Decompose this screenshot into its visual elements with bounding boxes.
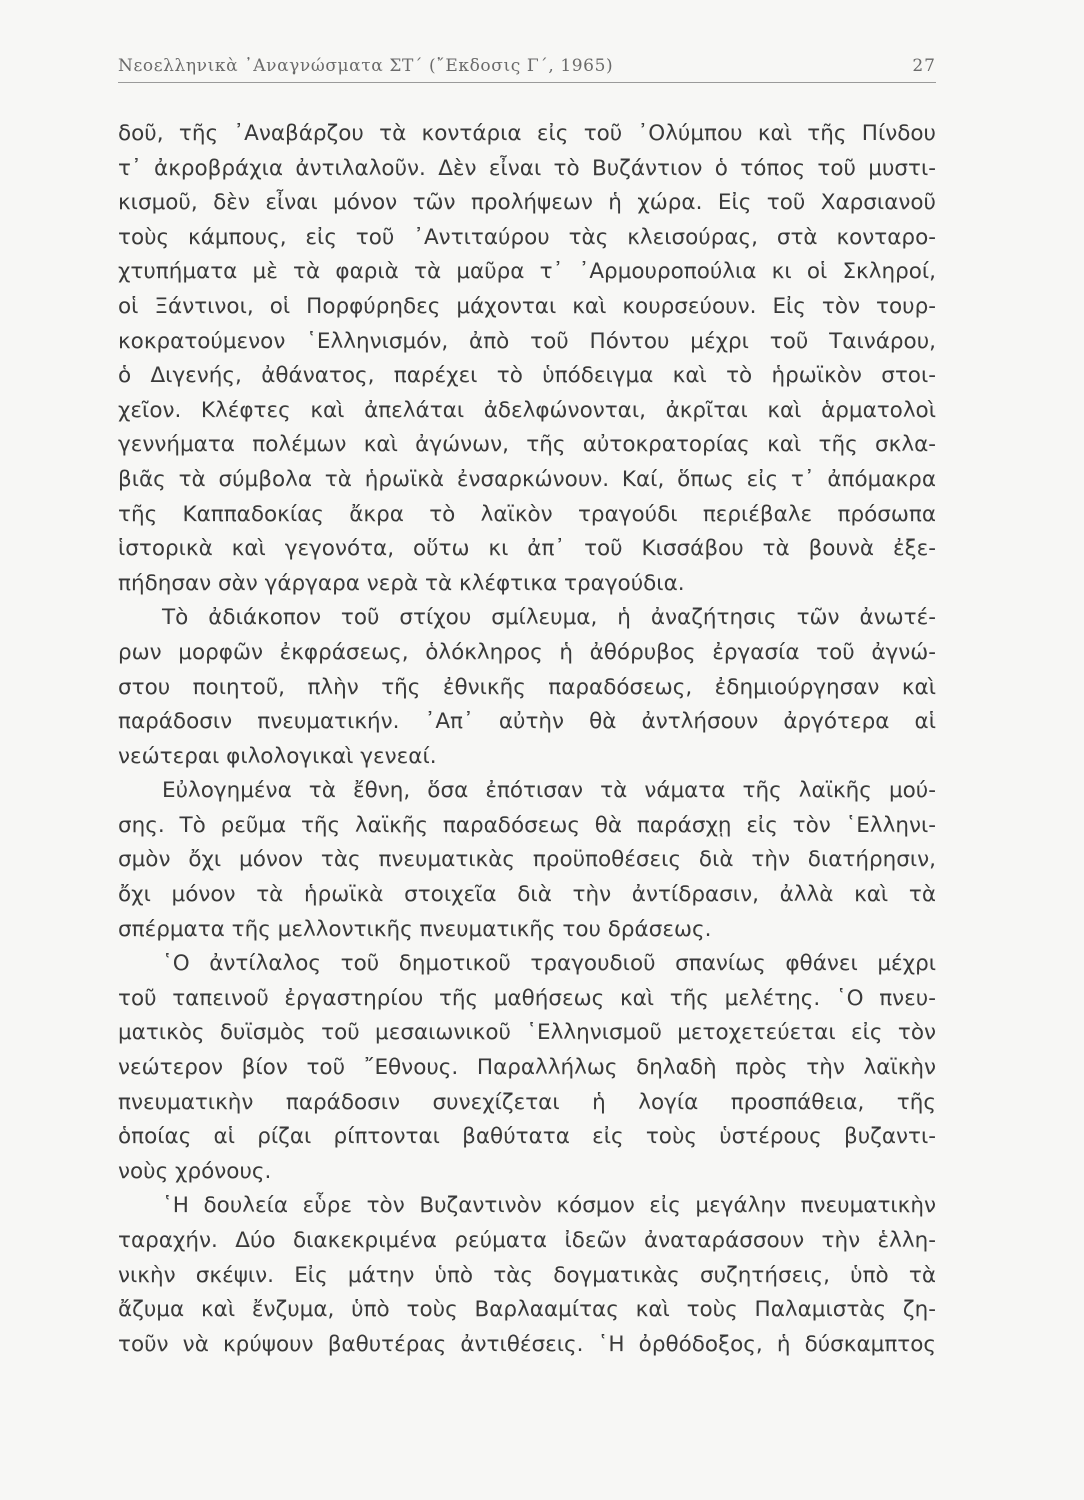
text-line: τοῦν νὰ κρύψουν βαθυτέρας ἀντιθέσεις. ῾Η ὀρθόδοξος, ἡ δύσκαμπτος (118, 1331, 936, 1357)
paragraph (118, 601, 936, 774)
text-line: Εὐλογημένα τὰ ἔθνη, ὅσα ἐπότισαν τὰ νάματα τῆς λαϊκῆς μού- (162, 778, 936, 804)
text-line: στου ποιητοῦ, πλὴν τῆς ἐθνικῆς παραδόσεως, ἐδημιούργησαν καὶ (118, 674, 936, 700)
text-line: ματικὸς δυϊσμὸς τοῦ μεσαιωνικοῦ ῾Ελληνισμοῦ μετοχετεύεται εἰς τὸν (118, 1020, 936, 1046)
text-line: γεννήματα πολέμων καὶ ἀγώνων, τῆς αὐτοκρατορίας καὶ τῆς σκλα- (118, 432, 936, 458)
paragraph (118, 1189, 936, 1362)
text-line: πνευματικὴν παράδοσιν συνεχίζεται ἡ λογία προσπάθεια, τῆς (118, 1089, 936, 1115)
running-title: Νεοελληνικὰ ᾿Αναγνώσματα ΣΤ΄ (῎Εκδοσις Γ΄, 1965) (118, 56, 614, 76)
text-line: ρων μορφῶν ἐκφράσεως, ὁλόκληρος ἡ ἀθόρυβος ἐργασία τοῦ ἀγνώ- (118, 639, 936, 665)
text-line: ὁποίας αἱ ρίζαι ρίπτονται βαθύτατα εἰς τοὺς ὑστέρους βυζαντι- (118, 1124, 936, 1150)
text-line: ὄχι μόνον τὰ ἡρωϊκὰ στοιχεῖα διὰ τὴν ἀντίδρασιν, ἀλλὰ καὶ τὰ (118, 882, 936, 908)
text-line: χεῖον. Κλέφτες καὶ ἀπελάται ἀδελφώνονται, ἀκρῖται καὶ ἁρματολοὶ (118, 397, 936, 423)
text-line: παράδοσιν πνευματικήν. ᾿Απ᾿ αὐτὴν θὰ ἀντλήσουν ἀργότερα αἱ (118, 709, 936, 735)
text-line: Τὸ ἀδιάκοπον τοῦ στίχου σμίλευμα, ἡ ἀναζήτησις τῶν ἀνωτέ- (162, 605, 936, 631)
text-line: ἱστορικὰ καὶ γεγονότα, οὕτω κι ἀπ᾿ τοῦ Κισσάβου τὰ βουνὰ ἐξε- (118, 536, 936, 562)
body-text (118, 117, 936, 1362)
text-line: τῆς Καππαδοκίας ἄκρα τὸ λαϊκὸν τραγούδι περιέβαλε πρόσωπα (118, 501, 936, 527)
paragraph (118, 117, 936, 601)
text-line: κοκρατούμενον ῾Ελληνισμόν, ἀπὸ τοῦ Πόντου μέχρι τοῦ Ταινάρου, (118, 328, 936, 354)
paragraph (118, 774, 936, 947)
text-line: δοῦ, τῆς ᾿Αναβάρζου τὰ κοντάρια εἰς τοῦ ᾿Ολύμπου καὶ τῆς Πίνδου (118, 121, 936, 146)
text-line: ῾Η δουλεία εὗρε τὸν Βυζαντινὸν κόσμον εἰς μεγάλην πνευματικὴν (162, 1193, 936, 1219)
book-page (118, 56, 936, 1362)
text-line: πήδησαν σὰν γάργαρα νερὰ τὰ κλέφτικα τραγούδια. (118, 570, 685, 596)
text-line: τ᾿ ἀκροβράχια ἀντιλαλοῦν. Δὲν εἶναι τὸ Βυζάντιον ὁ τόπος τοῦ μυστι- (118, 155, 936, 181)
text-line: τοὺς κάμπους, εἰς τοῦ ᾿Αντιταύρου τὰς κλεισούρας, στὰ κονταρο- (118, 224, 936, 250)
text-line: νικὴν σκέψιν. Εἰς μάτην ὑπὸ τὰς δογματικὰς συζητήσεις, ὑπὸ τὰ (118, 1262, 936, 1288)
text-line: οἱ Ξάντινοι, οἱ Πορφύρηδες μάχονται καὶ κουρσεύουν. Εἰς τὸν τουρ- (118, 293, 936, 319)
text-line: ῾Ο ἀντίλαλος τοῦ δημοτικοῦ τραγουδιοῦ σπανίως φθάνει μέχρι (162, 951, 936, 977)
text-line: νεώτεραι φιλολογικαὶ γενεαί. (118, 743, 437, 769)
text-line: σμὸν ὄχι μόνον τὰς πνευματικὰς προϋποθέσεις διὰ τὴν διατήρησιν, (118, 847, 936, 873)
text-line: ἄζυμα καὶ ἔνζυμα, ὑπὸ τοὺς Βαρλααμίτας καὶ τοὺς Παλαμιστὰς ζη- (118, 1297, 936, 1323)
running-header (118, 56, 936, 83)
text-line: νοὺς χρόνους. (118, 1158, 272, 1184)
text-line: χτυπήματα μὲ τὰ φαριὰ τὰ μαῦρα τ᾿ ᾿Αρμουροπούλια κι οἱ Σκληροί, (118, 259, 936, 285)
text-line: νεώτερον βίον τοῦ ῎Εθνους. Παραλλήλως δηλαδὴ πρὸς τὴν λαϊκὴν (118, 1055, 936, 1081)
text-line: σπέρματα τῆς μελλοντικῆς πνευματικῆς του δράσεως. (118, 916, 712, 942)
text-line: βιᾶς τὰ σύμβολα τὰ ἡρωϊκὰ ἐνσαρκώνουν. Καί, ὅπως εἰς τ᾿ ἀπόμακρα (118, 466, 936, 492)
text-line: τοῦ ταπεινοῦ ἐργαστηρίου τῆς μαθήσεως καὶ τῆς μελέτης. ῾Ο πνευ- (118, 985, 936, 1011)
text-line: σης. Τὸ ρεῦμα τῆς λαϊκῆς παραδόσεως θὰ παράσχῃ εἰς τὸν ῾Ελληνι- (118, 812, 936, 838)
text-line: ὁ Διγενής, ἀθάνατος, παρέχει τὸ ὑπόδειγμα καὶ τὸ ἡρωϊκὸν στοι- (118, 363, 936, 389)
paragraph (118, 947, 936, 1189)
text-line: κισμοῦ, δὲν εἶναι μόνον τῶν προλήψεων ἡ χώρα. Εἰς τοῦ Χαρσιανοῦ (118, 190, 936, 216)
text-line: ταραχήν. Δύο διακεκριμένα ρεύματα ἰδεῶν ἀναταράσσουν τὴν ἑλλη- (118, 1228, 936, 1253)
page-number: 27 (912, 56, 936, 76)
